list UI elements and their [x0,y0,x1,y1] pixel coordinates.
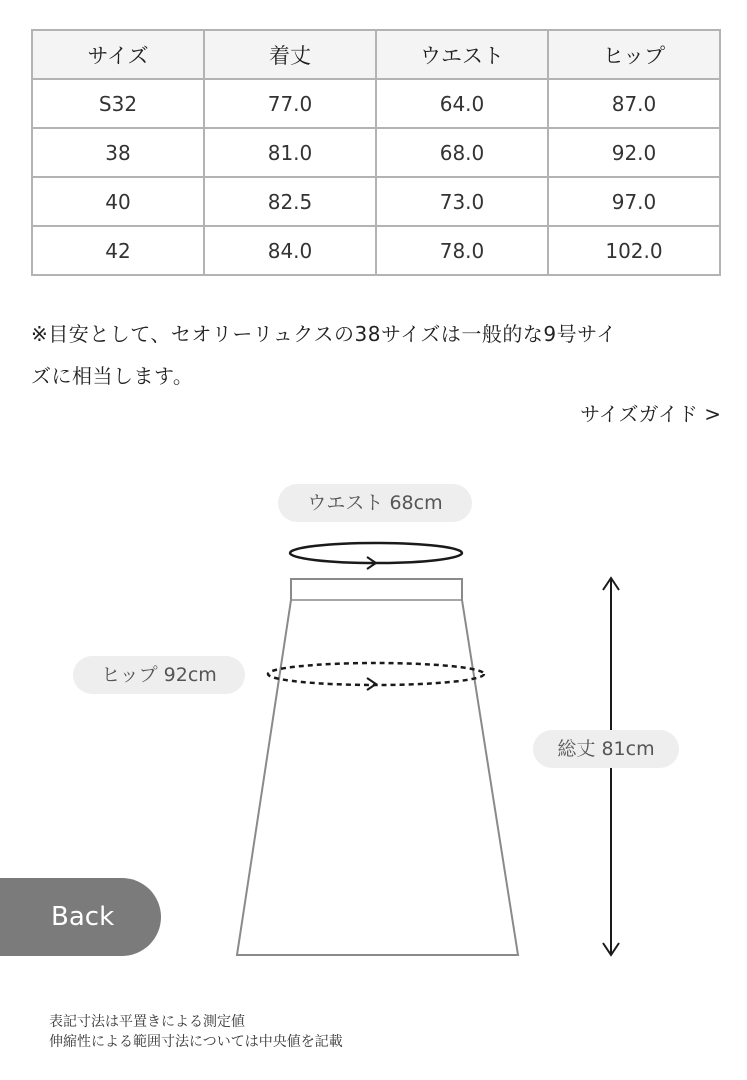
cell-hip: 92.0 [548,128,720,177]
cell-size: 38 [32,128,204,177]
footnote-line2: 伸縮性による範囲寸法については中央値を記載 [49,1034,343,1050]
header-hip: ヒップ [548,30,720,79]
size-note-line2: ズに相当します。 [31,364,194,388]
hip-measurement-label: ヒップ 92cm [73,656,245,694]
footnote-line1: 表記寸法は平置きによる測定値 [49,1014,245,1030]
cell-waist: 78.0 [376,226,548,275]
cell-length: 81.0 [204,128,376,177]
length-measurement-label: 総丈 81cm [533,730,679,768]
waist-measure-ring [290,543,462,563]
cell-waist: 68.0 [376,128,548,177]
cell-hip: 87.0 [548,79,720,128]
cell-size: S32 [32,79,204,128]
cell-hip: 102.0 [548,226,720,275]
cell-waist: 73.0 [376,177,548,226]
header-length: 着丈 [204,30,376,79]
size-guide-link[interactable]: サイズガイド > [580,402,721,426]
footnote [49,1012,343,1052]
header-waist: ウエスト [376,30,548,79]
size-note-line1: ※目安として、セオリーリュクスの38サイズは一般的な9号サイ [31,322,617,346]
cell-length: 84.0 [204,226,376,275]
cell-length: 82.5 [204,177,376,226]
header-size: サイズ [32,30,204,79]
cell-size: 42 [32,226,204,275]
cell-size: 40 [32,177,204,226]
skirt-outline [237,579,518,955]
cell-hip: 97.0 [548,177,720,226]
waist-measurement-label: ウエスト 68cm [278,484,472,522]
cell-waist: 64.0 [376,79,548,128]
back-button[interactable]: Back [0,878,161,956]
cell-length: 77.0 [204,79,376,128]
